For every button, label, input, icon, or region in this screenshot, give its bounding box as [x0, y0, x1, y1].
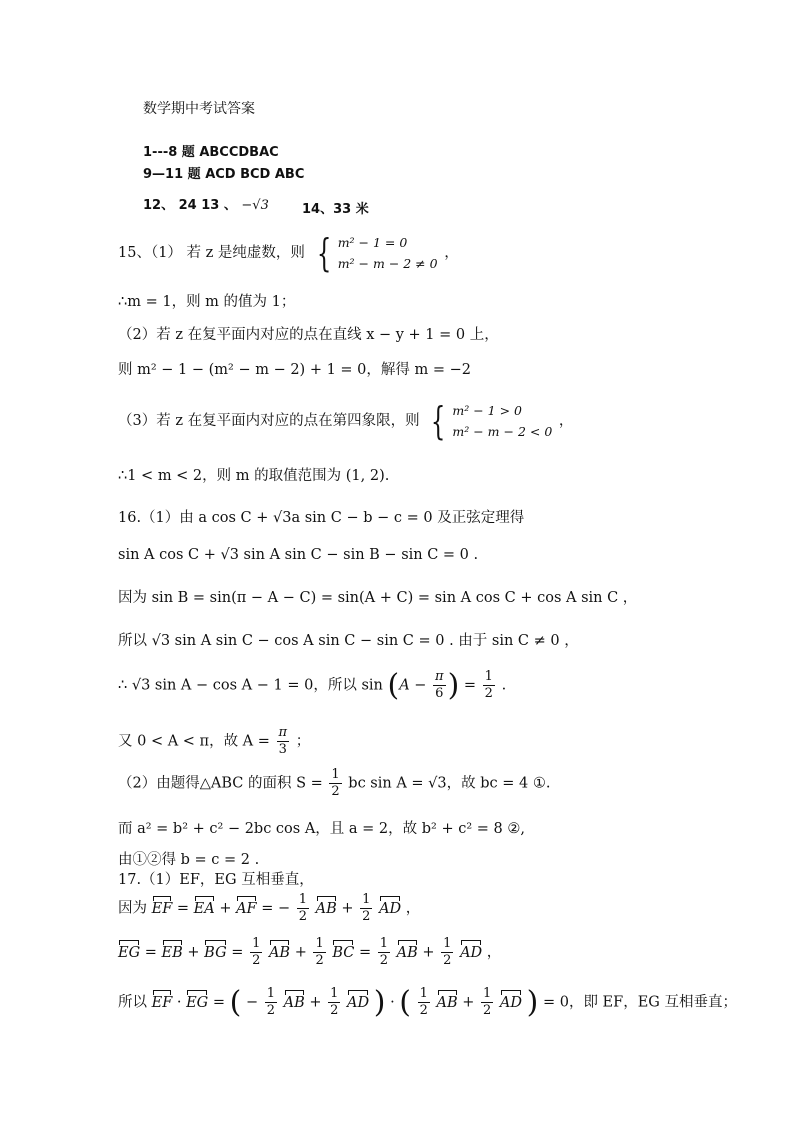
fraction-numerator: π — [435, 669, 444, 684]
vector-eg: EG — [118, 944, 141, 961]
fraction-numerator: 1 — [331, 767, 340, 782]
q17-therefore: 所以 — [118, 994, 147, 1011]
equals-sign: = — [359, 944, 372, 961]
q16-equation-3: 所以 √3 sin A sin C − cos A sin C − sin C = 0 . 由于 sin C ≠ 0 ， — [118, 633, 579, 649]
fraction-numerator: 1 — [443, 936, 452, 951]
equals-sign: = — [176, 900, 190, 917]
fill-answers-12-13 — [143, 194, 269, 213]
equals-sign: = — [231, 944, 244, 961]
q17-because: 因为 — [118, 900, 147, 917]
fraction-one-half — [441, 936, 453, 969]
fraction-one-half — [483, 669, 495, 702]
q16-final: 由①②得 b = c = 2 . — [118, 852, 260, 868]
fraction-denominator: 2 — [443, 953, 452, 968]
system1-tail: ， — [444, 245, 459, 261]
fraction-numerator: 1 — [298, 892, 308, 907]
vector-ef: EF — [151, 900, 173, 917]
plus-sign: + — [341, 900, 354, 917]
vector-eg: EG — [186, 994, 209, 1011]
page-title: 数学期中考试答案 — [143, 101, 255, 117]
fraction-pi-over-6 — [433, 669, 446, 702]
vector-ab: AB — [436, 994, 458, 1011]
fraction-one-half — [481, 986, 493, 1019]
period: . — [501, 677, 507, 694]
q16-angle-text: 又 0 < A < π，故 A = — [118, 733, 270, 750]
q16-angle-result — [118, 725, 310, 758]
system2-tail: ， — [558, 413, 574, 429]
fraction-one-half — [360, 892, 372, 925]
fraction-one-half — [313, 936, 325, 969]
plus-sign: + — [422, 944, 435, 961]
fraction-numerator: 1 — [330, 986, 339, 1001]
fraction-one-half — [329, 767, 341, 800]
fraction-denominator: 2 — [266, 1003, 276, 1018]
comma: ， — [405, 900, 421, 917]
semicolon: ； — [295, 733, 311, 750]
fraction-numerator: 1 — [266, 986, 276, 1001]
equals-sign: = — [463, 677, 477, 694]
q16-part2 — [118, 767, 550, 800]
fraction-numerator: π — [278, 725, 288, 740]
fraction-one-half — [418, 986, 430, 1019]
plus-sign: + — [294, 944, 307, 961]
q16-part2-text-tail: bc sin A = √3，故 bc = 4 ①. — [348, 775, 551, 792]
q16-equation-4: ∴ √3 sin A − cos A − 1 = 0，所以 sin (A − $\frac{\pi}{6}$ ) = $\frac{1}{2}$ . — [118, 668, 507, 703]
fraction-denominator: 2 — [484, 686, 493, 701]
fraction-denominator: 2 — [483, 1003, 492, 1018]
fraction-denominator: 3 — [278, 742, 287, 757]
fraction-denominator: 2 — [331, 784, 340, 799]
fraction-numerator: 1 — [379, 936, 389, 951]
fraction-denominator: 2 — [298, 909, 308, 924]
q16-equation-2: 因为 sin B = sin(π − A − C) = sin(A + C) = sin A cos C + cos A sin C ， — [118, 590, 638, 606]
fraction-one-half — [328, 986, 340, 1019]
vector-ef: EF — [151, 994, 173, 1011]
system2-row1: m² − 1 > 0 — [452, 403, 523, 418]
q15-part2-solution: 则 m² − 1 − (m² − m − 2) + 1 = 0，解得 m = −2 — [118, 362, 472, 378]
system1-row2: m² − m − 2 ≠ 0 — [337, 256, 438, 271]
mc-answers-9-11: 9—11 题 ACD BCD ABC — [143, 167, 305, 182]
dot-operator: · — [390, 994, 395, 1011]
q17-vector-eg — [118, 936, 501, 969]
vector-eb: EB — [161, 944, 183, 961]
fill-answers-12-13-text: 12、 24 13 、 — [143, 198, 237, 213]
fraction-denominator: 6 — [435, 686, 444, 701]
q17-intro: 17.（1）EF，EG 互相垂直， — [118, 872, 314, 888]
q15-part3-text: （3）若 z 在复平面内对应的点在第四象限，则 — [118, 413, 420, 429]
q16-part2-text: （2）由题得△ABC 的面积 S = — [118, 775, 323, 792]
vector-ab: AB — [396, 944, 418, 961]
equals-minus: = − — [261, 900, 291, 917]
q16-eq4-text: ∴ √3 sin A − cos A − 1 = 0，所以 sin — [118, 677, 383, 694]
fraction-numerator: 1 — [484, 669, 493, 684]
q15-part1 — [118, 232, 459, 274]
equals-sign: = — [212, 994, 226, 1011]
vector-ab: AB — [315, 900, 337, 917]
q16-cosine-law: 而 a² = b² + c² − 2bc cos A，且 a = 2，故 b² + c² = 8 ②, — [118, 821, 525, 837]
minus-sign: − — [245, 994, 259, 1011]
q16-eq4-arg: A − — [399, 677, 427, 694]
fraction-pi-over-3 — [277, 725, 290, 758]
system2-row2: m² − m − 2 < 0 — [452, 424, 553, 439]
vector-bg: BG — [204, 944, 227, 961]
system1-row1: m² − 1 = 0 — [337, 235, 408, 250]
q15-result3: ∴1 < m < 2，则 m 的取值范围为 (1, 2). — [118, 468, 390, 484]
plus-sign: + — [462, 994, 475, 1011]
mc-answers-1-8: 1---8 题 ABCCDBAC — [143, 145, 279, 160]
equals-sign: = — [144, 944, 157, 961]
equation-system-1: { m² − 1 = 0 m² − m − 2 ≠ 0 — [316, 231, 438, 275]
fraction-denominator: 2 — [315, 953, 324, 968]
fraction-denominator: 2 — [419, 1003, 428, 1018]
q15-part3 — [118, 400, 573, 442]
fraction-numerator: 1 — [419, 986, 428, 1001]
fraction-one-half — [265, 986, 277, 1019]
q17-conclusion: = 0，即 EF，EG 互相垂直； — [542, 994, 737, 1011]
vector-ea: EA — [193, 900, 215, 917]
vector-ad: AD — [379, 900, 402, 917]
q17-vector-ef — [118, 892, 420, 925]
q16-equation-1: sin A cos C + √3 sin A sin C − sin B − sin C = 0 . — [118, 547, 479, 563]
plus-sign: + — [219, 900, 232, 917]
q15-result1: ∴m = 1，则 m 的值为 1； — [118, 294, 296, 310]
q17-dot-product: 所以 EF · EG = ( − $\frac{1}{2}$ AB + $\frac{1}{2}$ AD ) · ( $\frac{1}{2}$ AB + $\frac{1}{2}$ AD ) = 0，即 EF，EG 互相垂直； — [118, 985, 737, 1020]
fraction-one-half — [378, 936, 390, 969]
fraction-denominator: 2 — [379, 953, 389, 968]
q16-part1-intro: 16.（1）由 a cos C + √3a sin C − b − c = 0 及正弦定理得 — [118, 510, 525, 526]
fraction-numerator: 1 — [315, 936, 324, 951]
dot-operator: · — [176, 994, 182, 1011]
fraction-numerator: 1 — [362, 892, 371, 907]
vector-ad: AD — [460, 944, 483, 961]
vector-ab: AB — [283, 994, 305, 1011]
fraction-denominator: 2 — [330, 1003, 339, 1018]
plus-sign: + — [309, 994, 322, 1011]
fraction-one-half — [297, 892, 309, 925]
vector-ab: AB — [268, 944, 291, 961]
fraction-denominator: 2 — [362, 909, 371, 924]
equation-system-2: { m² − 1 > 0 m² − m − 2 < 0 — [431, 399, 553, 443]
vector-bc: BC — [332, 944, 355, 961]
fraction-numerator: 1 — [483, 986, 492, 1001]
q15-part2: （2）若 z 在复平面内对应的点在直线 x − y + 1 = 0 上， — [118, 327, 499, 343]
plus-sign: + — [187, 944, 200, 961]
q15-part1-text: 15、（1） 若 z 是纯虚数，则 — [118, 245, 305, 261]
answer-13-value: −√3 — [241, 198, 269, 213]
fraction-numerator: 1 — [252, 936, 261, 951]
vector-ad: AD — [347, 994, 370, 1011]
vector-af: AF — [236, 900, 257, 917]
fraction-denominator: 2 — [252, 953, 261, 968]
vector-ad: AD — [499, 994, 523, 1011]
fraction-one-half — [250, 936, 262, 969]
fill-answer-14: 14、33 米 — [302, 202, 369, 217]
comma: ， — [486, 944, 502, 961]
